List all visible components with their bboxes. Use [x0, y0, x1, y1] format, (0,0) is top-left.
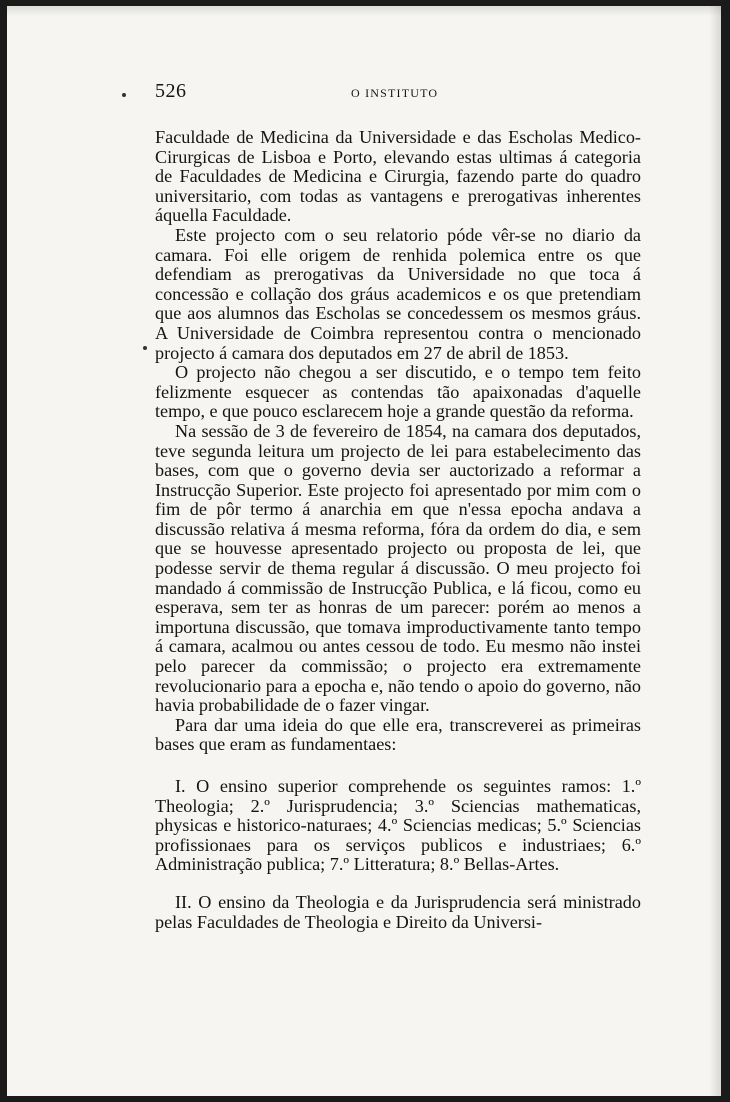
paragraph: Na sessão de 3 de fevereiro de 1854, na camara dos deputados, teve segunda leitura um projecto de lei para estabelecimento das bases, com que o governo devia ser auctorizado a reformar a Instrucção Superior. Este projecto foi apresentado por mim com o fim de pôr termo á anarchia em que n'essa epocha andava a discussão relativa á mesma reforma, fóra da ordem do dia, e sem que se houvesse apresentado projecto ou proposta de lei, que podesse servir de thema regular á discussão. O meu projecto foi mandado á commissão de Instrucção Publica, e lá ficou, como eu esperava, sem ter as honras de um parecer: porém ao menos a importuna discussão, que tomava improductivamente tanto tempo á camara, acalmou ou antes cessou de todo. Eu mesmo não instei pelo parecer da commissão; o projecto era extremamente revolucionario para a epocha e, não tendo o apoio do governo, não havia probabilidade de o fazer vingar. [155, 420, 641, 716]
page-shadow-top [7, 6, 721, 16]
paragraph: Este projecto com o seu relatorio póde vêr-se no diario da camara. Foi elle origem de renhida polemica entre os que defendiam as prerogativas da Universidade no que toca á concessão e collação dos gráus academicos e os que pretendiam que aos alumnos das Escholas se concedessem os mesmos gráus. A Universidade de Coimbra representou contra o mencionado projecto á camara dos deputados em 27 de abril de 1853. [155, 224, 641, 363]
base-item: I. O ensino superior comprehende os seguintes ramos: 1.º Theologia; 2.º Jurisprudencia; 3.º Sciencias mathematicas, physicas e historico-naturaes; 4.º Sciencias medicas; 5.º Sciencias profissionaes para os serviços publicos e industriaes; 6.º Administração publica; 7.º Litteratura; 8.º Bellas-Artes. [155, 776, 641, 875]
page-number: 526 [155, 80, 187, 102]
paragraph: Faculdade de Medicina da Universidade e das Escholas Medico-Cirurgicas de Lisboa e Porto, elevando estas ultimas á categoria de Faculdades de Medicina e Cirurgia, fazendo parte do quadro universitario, com todas as vantagens e prerogativas inherentes áquella Faculdade. [155, 127, 641, 226]
paragraph: O projecto não chegou a ser discutido, e o tempo tem feito felizmente esquecer as contendas tão apaixonadas d'aquelle tempo, e que pouco esclarecem hoje a grande questão da reforma. [155, 362, 641, 422]
body-text [155, 128, 641, 932]
page-shadow-right [709, 6, 721, 1096]
book-page [7, 6, 721, 1096]
print-speck [122, 93, 126, 97]
base-item: II. O ensino da Theologia e da Jurisprudencia será ministrado pelas Faculdades de Theologia e Direito da Universi- [155, 891, 641, 932]
running-head: O INSTITUTO [351, 86, 439, 100]
paragraph: Para dar uma ideia do que elle era, transcreverei as primeiras bases que eram as fundamentaes: [155, 714, 641, 755]
print-speck [143, 346, 147, 350]
page-header [155, 80, 655, 106]
